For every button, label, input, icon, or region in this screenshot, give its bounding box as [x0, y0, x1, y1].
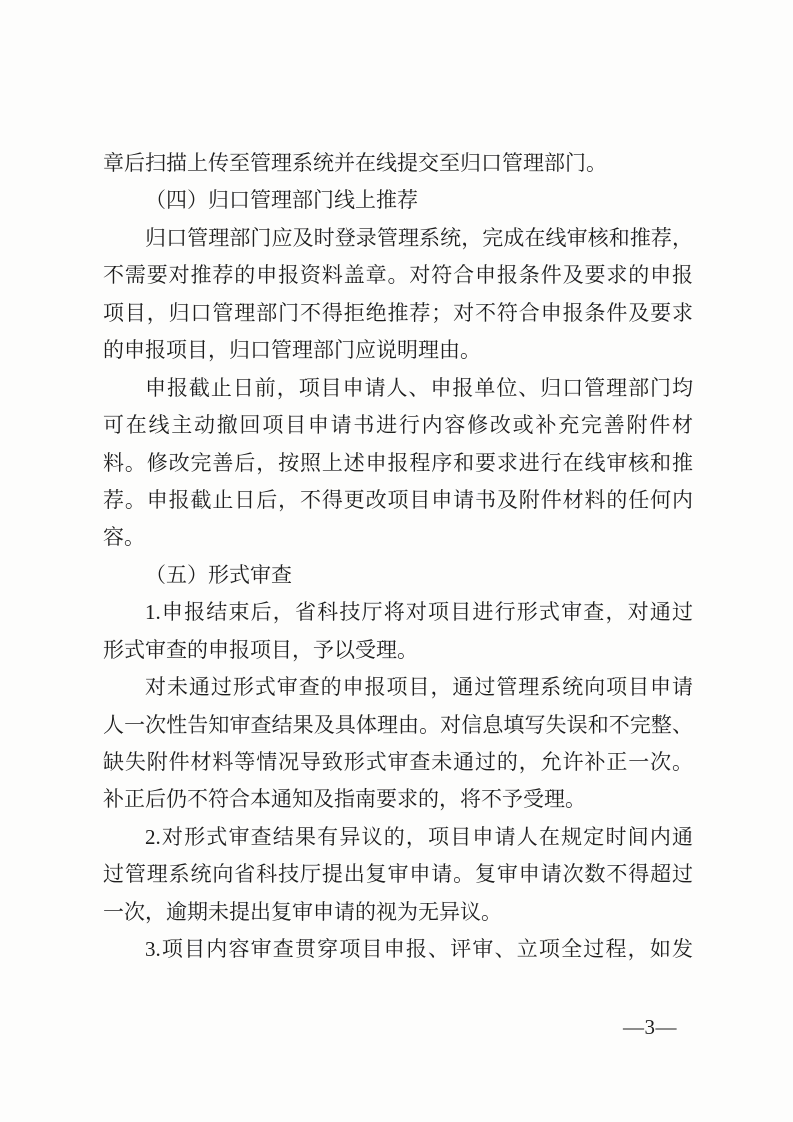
text-line: 荐。申报截止日后，不得更改项目申请书及附件材料的任何内 — [103, 487, 693, 512]
text-line: 3.项目内容审查贯穿项目申报、评审、立项全过程，如发 — [145, 937, 693, 962]
text-line: 申报截止日前，项目申请人、申报单位、归口管理部门均 — [145, 375, 693, 400]
text-line: 一次，逾期未提出复审申请的视为无异议。 — [103, 899, 502, 924]
text-line: 形式审查的申报项目，予以受理。 — [103, 637, 418, 662]
text-line: 容。 — [103, 525, 145, 550]
text-line: 归口管理部门应及时登录管理系统，完成在线审核和推荐， — [145, 225, 693, 250]
text-line: （四）归口管理部门线上推荐 — [145, 188, 418, 213]
text-line: 对未通过形式审查的申报项目，通过管理系统向项目申请 — [145, 675, 693, 700]
text-line: 章后扫描上传至管理系统并在线提交至归口管理部门。 — [103, 151, 607, 175]
document-body — [103, 145, 693, 969]
text-line: 不需要对推荐的申报资料盖章。对符合申报条件及要求的申报 — [103, 263, 693, 288]
text-line: （五）形式审查 — [145, 562, 292, 587]
text-line: 补正后仍不符合本通知及指南要求的，将不予受理。 — [103, 787, 586, 812]
text-line: 缺失附件材料等情况导致形式审查未通过的，允许补正一次。 — [103, 750, 693, 774]
text-line: 项目，归口管理部门不得拒绝推荐；对不符合申报条件及要求 — [103, 300, 693, 325]
text-line: 可在线主动撤回项目申请书进行内容修改或补充完善附件材 — [103, 413, 693, 438]
text-line: 的申报项目，归口管理部门应说明理由。 — [103, 338, 481, 363]
text-line: 2.对形式审查结果有异议的，项目申请人在规定时间内通 — [145, 824, 693, 849]
text-line: 料。修改完善后，按照上述申报程序和要求进行在线审核和推 — [103, 450, 693, 475]
text-line: 过管理系统向省科技厅提出复审申请。复审申请次数不得超过 — [103, 862, 693, 887]
page-number: —3— — [623, 1015, 677, 1039]
text-line: 人一次性告知审查结果及具体理由。对信息填写失误和不完整、 — [103, 712, 693, 737]
text-line: 1.申报结束后，省科技厅将对项目进行形式审查，对通过 — [145, 600, 693, 625]
